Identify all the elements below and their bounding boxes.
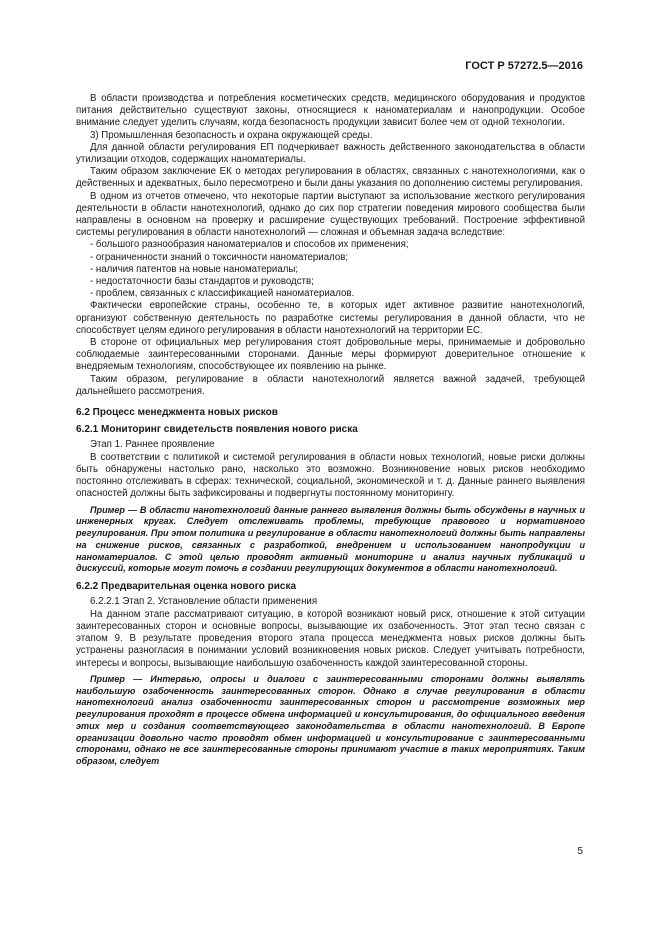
example-note: Пример — В области нанотехнологий данные раннего выявления должны быть обсуждены в научных и инженерных кругах. Следует отслеживать проблемы, требующие правового и нормативного регулирования. При этом политика и регулирование в области нанотехнологий должны быть направлены на снижение рисков, связанных с разработкой, внедрением и использованием нанопродукции и наноматериалов. С этой целью проводят активный мониторинг и анализ научных публикаций и дискуссий, которые могут помочь в создании регулирующих документов в области нанотехнологий.: [76, 504, 585, 574]
paragraph: В соответствии с политикой и системой регулирования в области новых технологий, новые риски должны быть обнаружены настолько рано, насколько это возможно. Возникновение новых рисков необходимо постоянно отслеживать в сферах: технической, социальной, экономической и т. д. Данные раннего выявления опасностей должны быть зафиксированы и подвергнуты постоянному мониторингу.: [76, 451, 585, 500]
page-body: [76, 93, 585, 772]
subsection-heading: 6.2.2 Предварительная оценка нового риска: [76, 581, 297, 593]
page-number: 5: [577, 846, 583, 857]
section-heading: 6.2 Процесс менеджмента новых рисков: [76, 407, 278, 419]
document-id: ГОСТ Р 57272.5—2016: [465, 60, 583, 72]
paragraph: 3) Промышленная безопасность и охрана окружающей среды.: [90, 129, 373, 141]
reasons-list: [76, 239, 585, 300]
paragraph: В стороне от официальных мер регулирования стоят добровольные меры, принимаемые и добровольно соблюдаемые заинтересованными сторонами. Данные меры формируют доверительное отношение к внедряемым технологиям, способствующее их появлению на рынке.: [76, 337, 585, 373]
subsection-heading: 6.2.1 Мониторинг свидетельств появления нового риска: [76, 424, 358, 436]
paragraph: Для данной области регулирования ЕП подчеркивает важность действенного законодательства в области утилизации отходов, содержащих наноматериалы.: [76, 141, 585, 166]
paragraph: В одном из отчетов отмечено, что некоторые партии выступают за использование жесткого регулирования деятельности в области нанотехнологий, однако до сих пор стратегии поведения мирового сообщества были направлены в основном на проверку и расширение существующих требований. Построение эффективной системы регулирования в области нанотехнологий — сложная и объемная задача вследствие:: [76, 190, 585, 239]
stage-label: Этап 1. Раннее проявление: [90, 439, 215, 451]
example-note: Пример — Интервью, опросы и диалоги с заинтересованными сторонами должны выявлять наибольшую озабоченность заинтересованных сторон. Однако в случае регулирования в области нанотехнологий анализ озабоченности заинтересованных сторон и рассмотрение возможных мер регулирования проходят в процессе обмена информацией и консультирования, до официального введения этих мер и создания соответствующего законодательства в области нанотехнологий. В Европе организации довольно часто проводят обмен информацией и консультирование с заинтересованными сторонами, однако не все заинтересованные стороны принимают участие в таких мероприятиях. Таким образом, следует: [76, 673, 585, 767]
stage-label: 6.2.2.1 Этап 2. Установление области применения: [90, 596, 318, 608]
list-item: - большого разнообразия наноматериалов и способов их применения;: [90, 239, 585, 251]
list-item: - наличия патентов на новые наноматериалы;: [90, 264, 585, 276]
list-item: - проблем, связанных с классификацией наноматериалов.: [90, 288, 585, 300]
paragraph: Таким образом, регулирование в области нанотехнологий является важной задачей, требующей дальнейшего рассмотрения.: [76, 373, 585, 397]
paragraph: В области производства и потребления косметических средств, медицинского оборудования и продуктов питания действительно существуют законы, относящиеся к наноматериалам и нанопродукции. Особое внимание следует уделить случаям, когда безопасность продукции зависит более чем от одной технологии.: [76, 93, 585, 129]
paragraph: Таким образом заключение ЕК о методах регулирования в областях, связанных с нанотехнологиями, как о действенных и адекватных, было пересмотрено и были даны указания по дополнению системы регулирования.: [76, 166, 585, 190]
paragraph: Фактически европейские страны, особенно те, в которых идет активное развитие нанотехнологий, организуют собственную деятельность по разработке системы регулирования в данной области, что не способствует целям единого регулирования в области нанотехнологий на территории ЕС.: [76, 300, 585, 336]
list-item: - ограниченности знаний о токсичности наноматериалов;: [90, 252, 585, 264]
paragraph: На данном этапе рассматривают ситуацию, в которой возникают новый риск, отношение к этой ситуации заинтересованных сторон и основные вопросы, вызывающие их озабоченность. Этот этап тесно связан с этапом 9. В результате проведения второго этапа процесса менеджмента новых рисков должны быть устранены разногласия в понимании условий возникновения новых рисков. Следует учитывать потребности, интересы и вопросы, вызывающие наибольшую озабоченность каждой заинтересованной стороны.: [76, 608, 585, 669]
list-item: - недостаточности базы стандартов и руководств;: [90, 276, 585, 288]
